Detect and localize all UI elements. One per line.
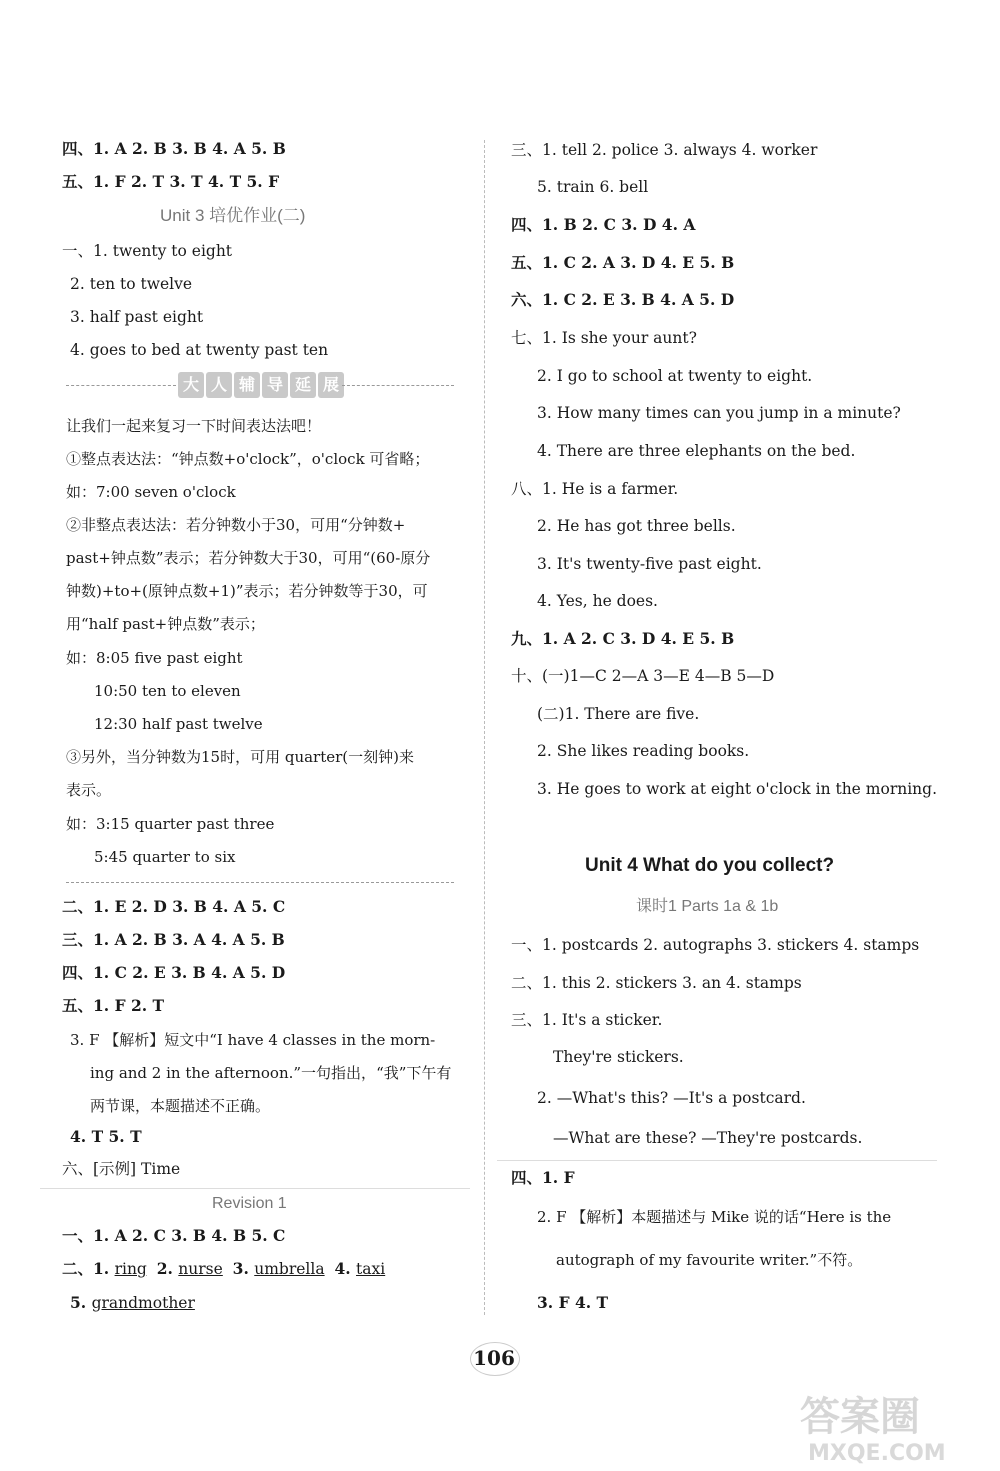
watermark-icon <box>790 1385 990 1465</box>
tip-text: 钟数)+to+(原钟点数+1)”表示；若分钟数等于30，可 <box>66 582 428 600</box>
badge-char: 展 <box>318 372 344 398</box>
answer-line: ing and 2 in the afternoon.”一句指出，“我”下午有 <box>90 1064 452 1082</box>
answer-line: 两节课，本题描述不正确。 <box>90 1097 271 1115</box>
answer-line: 一、1. twenty to eight <box>62 242 233 260</box>
divider <box>66 385 176 386</box>
answer-line: 4. There are three elephants on the bed. <box>537 442 856 460</box>
answer-line: 五、1. F 2. T <box>62 996 165 1015</box>
answer-line: 五、1. C 2. A 3. D 4. E 5. B <box>511 253 735 272</box>
unit-title: Unit 4 What do you collect? <box>585 855 835 876</box>
section-title: 课时1 Parts 1a & 1b <box>636 898 779 915</box>
item-number: 4. <box>334 1259 357 1278</box>
badge-char: 人 <box>206 372 232 398</box>
answer-line: 六、1. C 2. E 3. B 4. A 5. D <box>511 290 735 309</box>
tip-text: ②非整点表达法：若分钟数小于30，可用“分钟数+ <box>66 516 406 534</box>
answer-line: 2. —What's this? —It's a postcard. <box>537 1089 806 1107</box>
answer-line: 四、1. C 2. E 3. B 4. A 5. D <box>62 963 286 982</box>
answer-line: 4. goes to bed at twenty past ten <box>70 341 329 359</box>
badge-char: 导 <box>262 372 288 398</box>
underlined-word: ring <box>114 1260 147 1278</box>
tip-text: 让我们一起来复习一下时间表达法吧！ <box>66 417 322 435</box>
watermark-en: MXQE.COM <box>808 1441 946 1465</box>
answer-line: 2. ten to twelve <box>70 275 193 293</box>
answer-line: 五、1. F 2. T 3. T 4. T 5. F <box>62 172 280 191</box>
tip-text: 5:45 quarter to six <box>94 848 236 866</box>
answer-line: 2. She likes reading books. <box>537 742 750 760</box>
answer-line: They're stickers. <box>553 1048 684 1066</box>
tip-text: 如：3:15 quarter past three <box>66 815 275 833</box>
answer-line: 七、1. Is she your aunt? <box>511 329 697 347</box>
tip-text: ①整点表达法：“钟点数+o'clock”，o'clock 可省略； <box>66 450 430 468</box>
answer-line <box>70 1293 195 1313</box>
tip-text: 12:30 half past twelve <box>94 715 263 733</box>
item-number: 2. <box>156 1259 179 1278</box>
tip-text: past+钟点数”表示；若分钟数大于30，可用“(60-原分 <box>66 549 431 567</box>
column-divider <box>484 140 485 1315</box>
answer-line: 5. train 6. bell <box>537 178 649 196</box>
divider <box>40 1188 470 1189</box>
underlined-word: grandmother <box>91 1294 195 1312</box>
answer-line: 二、1. this 2. stickers 3. an 4. stamps <box>511 974 802 992</box>
answer-line: 九、1. A 2. C 3. D 4. E 5. B <box>511 629 735 648</box>
answer-line: 2. I go to school at twenty to eight. <box>537 367 813 385</box>
answer-line: 三、1. tell 2. police 3. always 4. worker <box>511 141 818 159</box>
page-number-text: 106 <box>473 1346 515 1370</box>
answer-line: 八、1. He is a farmer. <box>511 480 679 498</box>
answer-line: 六、[示例] Time <box>62 1160 181 1178</box>
tip-text: ③另外，当分钟数为15时，可用 quarter(一刻钟)来 <box>66 748 415 766</box>
answer-line: (二)1. There are five. <box>537 705 700 723</box>
answer-line: 3. It's twenty-five past eight. <box>537 555 762 573</box>
answer-line: 2. He has got three bells. <box>537 517 736 535</box>
tip-text: 10:50 ten to eleven <box>94 682 241 700</box>
tip-text: 用“half past+钟点数”表示； <box>66 615 265 633</box>
answer-line: 3. He goes to work at eight o'clock in the morning. <box>537 780 937 798</box>
answer-line: 3. F 【解析】短文中“I have 4 classes in the morn- <box>70 1031 436 1049</box>
tip-badge <box>178 372 344 398</box>
item-number: 5. <box>70 1293 92 1312</box>
section-title: Revision 1 <box>212 1195 287 1212</box>
item-number: 二、1. <box>62 1259 115 1278</box>
tip-text: 表示。 <box>66 781 112 799</box>
answer-line: 三、1. A 2. B 3. A 4. A 5. B <box>62 930 285 949</box>
badge-char: 辅 <box>234 372 260 398</box>
answer-line: 3. How many times can you jump in a minute? <box>537 404 901 422</box>
badge-char: 大 <box>178 372 204 398</box>
tip-text: 如：7:00 seven o'clock <box>66 483 236 501</box>
answer-line: 4. T 5. T <box>70 1127 142 1146</box>
section-title: Unit 3 培优作业(二) <box>160 206 306 225</box>
answer-line: —What are these? —They're postcards. <box>553 1129 863 1147</box>
answer-line <box>62 1259 385 1279</box>
item-number: 3. <box>232 1259 255 1278</box>
page-number <box>460 1340 528 1376</box>
watermark-logo <box>790 1385 990 1465</box>
divider <box>342 385 454 386</box>
answer-line: 三、1. It's a sticker. <box>511 1011 663 1029</box>
underlined-word: umbrella <box>254 1260 325 1278</box>
divider <box>497 1160 937 1161</box>
answer-line: 四、1. F <box>511 1168 575 1187</box>
answer-line: 十、(一)1—C 2—A 3—E 4—B 5—D <box>511 667 775 685</box>
answer-line: 2. F 【解析】本题描述与 Mike 说的话“Here is the <box>537 1208 892 1226</box>
answer-line: 4. Yes, he does. <box>537 592 658 610</box>
underlined-word: nurse <box>178 1260 223 1278</box>
badge-char: 延 <box>290 372 316 398</box>
underlined-word: taxi <box>356 1260 386 1278</box>
answer-line: 一、1. postcards 2. autographs 3. stickers 4. stamps <box>511 936 920 954</box>
answer-line: 四、1. A 2. B 3. B 4. A 5. B <box>62 139 286 158</box>
answer-line: 一、1. A 2. C 3. B 4. B 5. C <box>62 1226 286 1245</box>
answer-line: 3. F 4. T <box>537 1293 609 1312</box>
tip-text: 如：8:05 five past eight <box>66 649 243 667</box>
answer-line: 四、1. B 2. C 3. D 4. A <box>511 215 696 234</box>
divider <box>66 882 454 883</box>
watermark-cn: 答案圈 <box>800 1394 920 1440</box>
answer-line: 二、1. E 2. D 3. B 4. A 5. C <box>62 897 286 916</box>
answer-line: 3. half past eight <box>70 308 204 326</box>
answer-line: autograph of my favourite writer.”不符。 <box>556 1251 863 1269</box>
